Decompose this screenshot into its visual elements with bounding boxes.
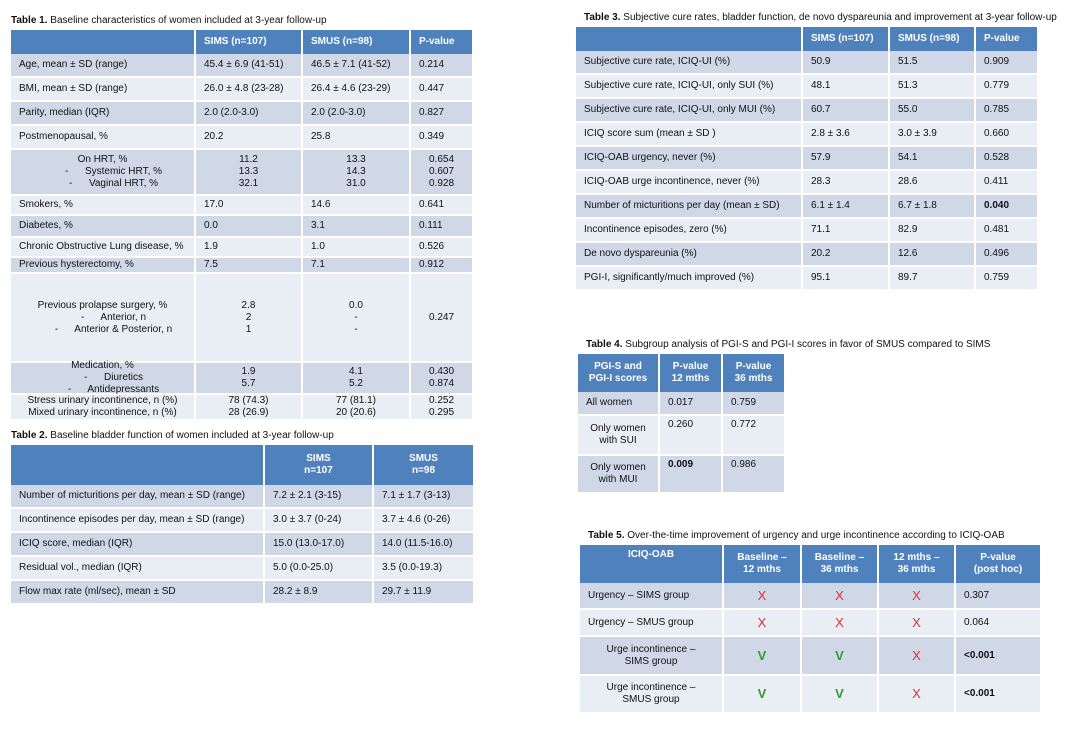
table-cell: 89.7 — [890, 267, 976, 291]
table-cell: 3.1 — [303, 216, 411, 238]
table-3-caption: Table 3. Subjective cure rates, bladder function, de novo dyspareunia and improvement at 3-year follow-up — [584, 12, 1057, 23]
table-cell: 20.2 — [196, 126, 303, 150]
table-cell: 0.660 — [976, 123, 1039, 147]
table-cell: 6.7 ± 1.8 — [890, 195, 976, 219]
table-cell: 0.496 — [976, 243, 1039, 267]
table-row-label: Only women with SUI — [578, 416, 660, 456]
table-2-caption: Table 2. Baseline bladder function of women included at 3-year follow-up — [11, 430, 334, 441]
table-cell: 54.1 — [890, 147, 976, 171]
table-1-header-pvalue: P-value — [411, 30, 474, 54]
table-2-header-blank — [11, 445, 265, 485]
check-mark-icon: V — [724, 676, 802, 714]
table-cell: 0.247 — [411, 274, 474, 363]
table-row-label: Residual vol., median (IQR) — [11, 557, 265, 581]
table-row-label: Chronic Obstructive Lung disease, % — [11, 238, 196, 258]
table-cell: 28.6 — [890, 171, 976, 195]
table-cell: 25.8 — [303, 126, 411, 150]
table-5-header-pvalue: P-value (post hoc) — [956, 545, 1042, 583]
table-cell: 51.5 — [890, 51, 976, 75]
table-cell: 0.064 — [956, 610, 1042, 637]
x-mark-icon: X — [724, 610, 802, 637]
table-4 — [578, 339, 1048, 494]
table-cell: 0.0 — [196, 216, 303, 238]
table-cell: 2.0 (2.0-3.0) — [196, 102, 303, 126]
table-cell: 0.214 — [411, 54, 474, 78]
table-cell: 14.6 — [303, 196, 411, 216]
table-cell: 26.0 ± 4.8 (23-28) — [196, 78, 303, 102]
table-cell-significant: <0.001 — [956, 676, 1042, 714]
table-cell: 6.1 ± 1.4 — [803, 195, 890, 219]
table-cell: 0.411 — [976, 171, 1039, 195]
table-1-header-sims: SIMS (n=107) — [196, 30, 303, 54]
table-5-header-b36: Baseline – 36 mths — [802, 545, 879, 583]
table-cell: 3.7 ± 4.6 (0-26) — [374, 509, 475, 533]
table-cell: 46.5 ± 7.1 (41-52) — [303, 54, 411, 78]
table-row-label: De novo dyspareunia (%) — [576, 243, 803, 267]
table-cell: 3.0 ± 3.9 — [890, 123, 976, 147]
table-1-header-smus: SMUS (n=98) — [303, 30, 411, 54]
table-row-label: Only women with MUI — [578, 456, 660, 494]
table-cell: 55.0 — [890, 99, 976, 123]
table-cell: 0.641 — [411, 196, 474, 216]
table-cell: 51.3 — [890, 75, 976, 99]
table-cell: 0.986 — [723, 456, 786, 494]
table-cell: 3.0 ± 3.7 (0-24) — [265, 509, 374, 533]
table-4-caption: Table 4. Subgroup analysis of PGI-S and PGI-I scores in favor of SMUS compared to SIMS — [586, 339, 991, 350]
table-row-label: Postmenopausal, % — [11, 126, 196, 150]
table-row-label: Medication, % - Diuretics - Antidepressants — [11, 363, 196, 395]
table-cell: 20.2 — [803, 243, 890, 267]
table-2-header-sims: SIMS n=107 — [265, 445, 374, 485]
table-5-caption: Table 5. Over-the-time improvement of urgency and urge incontinence according to ICIQ-OAB — [588, 530, 1005, 541]
table-cell: 11.2 13.3 32.1 — [196, 150, 303, 196]
check-mark-icon: V — [724, 637, 802, 676]
table-4-header-36m: P-value 36 mths — [723, 354, 786, 392]
table-cell: 1.9 5.7 — [196, 363, 303, 395]
x-mark-icon: X — [879, 610, 956, 637]
table-cell: 28.2 ± 8.9 — [265, 581, 374, 605]
x-mark-icon: X — [802, 610, 879, 637]
table-cell: 0.912 — [411, 258, 474, 274]
table-row-label: Number of micturitions per day (mean ± SD) — [576, 195, 803, 219]
x-mark-icon: X — [724, 583, 802, 610]
table-cell-significant: 0.009 — [660, 456, 723, 494]
table-2 — [11, 430, 475, 605]
table-cell: 1.0 — [303, 238, 411, 258]
table-row-label: Previous prolapse surgery, % - Anterior, n - Anterior & Posterior, n — [11, 274, 196, 363]
table-row-label: ICIQ-OAB urge incontinence, never (%) — [576, 171, 803, 195]
table-3-header-pvalue: P-value — [976, 27, 1039, 51]
x-mark-icon: X — [879, 676, 956, 714]
table-cell: 3.5 (0.0-19.3) — [374, 557, 475, 581]
table-cell: 5.0 (0.0-25.0) — [265, 557, 374, 581]
table-row-label: Urge incontinence – SIMS group — [580, 637, 724, 676]
table-1-caption: Table 1. Baseline characteristics of women included at 3-year follow-up — [11, 15, 327, 26]
table-cell: 0.759 — [976, 267, 1039, 291]
table-3-grid — [576, 27, 1039, 291]
table-4-grid — [578, 354, 786, 494]
table-cell: 7.1 — [303, 258, 411, 274]
table-5-header-b12: Baseline – 12 mths — [724, 545, 802, 583]
table-row-label: Previous hysterectomy, % — [11, 258, 196, 274]
table-cell: 12.6 — [890, 243, 976, 267]
table-row-label: Urgency – SMUS group — [580, 610, 724, 637]
table-4-header-scores: PGI-S and PGI-I scores — [578, 354, 660, 392]
table-cell: 0.307 — [956, 583, 1042, 610]
table-row-label: ICIQ score, median (IQR) — [11, 533, 265, 557]
table-3 — [576, 12, 1057, 291]
table-cell: 28.3 — [803, 171, 890, 195]
table-1-grid — [11, 30, 474, 421]
table-row-label: Subjective cure rate, ICIQ-UI, only SUI (%) — [576, 75, 803, 99]
table-cell: 0.447 — [411, 78, 474, 102]
table-cell: 78 (74.3) 28 (26.9) — [196, 395, 303, 421]
table-row-label: BMI, mean ± SD (range) — [11, 78, 196, 102]
table-5-header-iciq: ICIQ-OAB — [580, 545, 724, 583]
table-row-label: Incontinence episodes per day, mean ± SD (range) — [11, 509, 265, 533]
table-row-label: All women — [578, 392, 660, 416]
x-mark-icon: X — [879, 637, 956, 676]
table-cell: 0.481 — [976, 219, 1039, 243]
table-3-header-smus: SMUS (n=98) — [890, 27, 976, 51]
table-row-label: PGI-I, significantly/much improved (%) — [576, 267, 803, 291]
table-cell: 7.2 ± 2.1 (3-15) — [265, 485, 374, 509]
table-cell-significant: <0.001 — [956, 637, 1042, 676]
table-2-header-smus: SMUS n=98 — [374, 445, 475, 485]
table-cell: 0.909 — [976, 51, 1039, 75]
table-row-label: Age, mean ± SD (range) — [11, 54, 196, 78]
table-cell: 4.1 5.2 — [303, 363, 411, 395]
table-cell: 0.252 0.295 — [411, 395, 474, 421]
table-cell: 57.9 — [803, 147, 890, 171]
table-cell: 7.1 ± 1.7 (3-13) — [374, 485, 475, 509]
table-cell: 0.772 — [723, 416, 786, 456]
table-cell: 17.0 — [196, 196, 303, 216]
table-cell: 0.779 — [976, 75, 1039, 99]
table-row-label: Parity, median (IQR) — [11, 102, 196, 126]
table-1-header-blank — [11, 30, 196, 54]
table-cell: 29.7 ± 11.9 — [374, 581, 475, 605]
table-cell: 0.528 — [976, 147, 1039, 171]
table-1 — [11, 15, 474, 421]
table-5 — [580, 530, 1050, 714]
table-cell: 48.1 — [803, 75, 890, 99]
table-row-label: Flow max rate (ml/sec), mean ± SD — [11, 581, 265, 605]
table-5-grid — [580, 545, 1042, 714]
table-cell: 45.4 ± 6.9 (41-51) — [196, 54, 303, 78]
table-cell: 60.7 — [803, 99, 890, 123]
table-row-label: Diabetes, % — [11, 216, 196, 238]
table-cell: 95.1 — [803, 267, 890, 291]
table-cell: 71.1 — [803, 219, 890, 243]
table-cell: 2.8 2 1 — [196, 274, 303, 363]
table-row-label: Urgency – SIMS group — [580, 583, 724, 610]
table-5-header-12-36: 12 mths – 36 mths — [879, 545, 956, 583]
table-row-label: Subjective cure rate, ICIQ-UI, only MUI (%) — [576, 99, 803, 123]
table-cell: 0.017 — [660, 392, 723, 416]
check-mark-icon: V — [802, 637, 879, 676]
table-cell: 77 (81.1) 20 (20.6) — [303, 395, 411, 421]
table-row-label: Smokers, % — [11, 196, 196, 216]
table-cell: 13.3 14.3 31.0 — [303, 150, 411, 196]
table-cell: 2.0 (2.0-3.0) — [303, 102, 411, 126]
table-row-label: ICIQ score sum (mean ± SD ) — [576, 123, 803, 147]
table-cell-significant: 0.040 — [976, 195, 1039, 219]
table-4-header-12m: P-value 12 mths — [660, 354, 723, 392]
table-cell: 0.0 - - — [303, 274, 411, 363]
table-cell: 0.654 0.607 0.928 — [411, 150, 474, 196]
table-cell: 0.785 — [976, 99, 1039, 123]
table-3-header-sims: SIMS (n=107) — [803, 27, 890, 51]
x-mark-icon: X — [802, 583, 879, 610]
table-cell: 0.111 — [411, 216, 474, 238]
x-mark-icon: X — [879, 583, 956, 610]
table-cell: 2.8 ± 3.6 — [803, 123, 890, 147]
table-cell: 0.827 — [411, 102, 474, 126]
table-cell: 26.4 ± 4.6 (23-29) — [303, 78, 411, 102]
table-cell: 50.9 — [803, 51, 890, 75]
table-cell: 82.9 — [890, 219, 976, 243]
table-cell: 1.9 — [196, 238, 303, 258]
table-row-label: Urge incontinence – SMUS group — [580, 676, 724, 714]
table-cell: 7.5 — [196, 258, 303, 274]
table-cell: 15.0 (13.0-17.0) — [265, 533, 374, 557]
table-cell: 0.430 0.874 — [411, 363, 474, 395]
table-cell: 14.0 (11.5-16.0) — [374, 533, 475, 557]
check-mark-icon: V — [802, 676, 879, 714]
table-row-label: On HRT, % - Systemic HRT, % - Vaginal HRT, % — [11, 150, 196, 196]
table-cell: 0.759 — [723, 392, 786, 416]
table-row-label: Incontinence episodes, zero (%) — [576, 219, 803, 243]
table-cell: 0.260 — [660, 416, 723, 456]
table-row-label: Subjective cure rate, ICIQ-UI (%) — [576, 51, 803, 75]
table-cell: 0.526 — [411, 238, 474, 258]
table-row-label: ICIQ-OAB urgency, never (%) — [576, 147, 803, 171]
table-3-header-blank — [576, 27, 803, 51]
table-row-label: Number of micturitions per day, mean ± SD (range) — [11, 485, 265, 509]
table-row-label: Stress urinary incontinence, n (%) Mixed urinary incontinence, n (%) — [11, 395, 196, 421]
table-2-grid — [11, 445, 475, 605]
table-cell: 0.349 — [411, 126, 474, 150]
